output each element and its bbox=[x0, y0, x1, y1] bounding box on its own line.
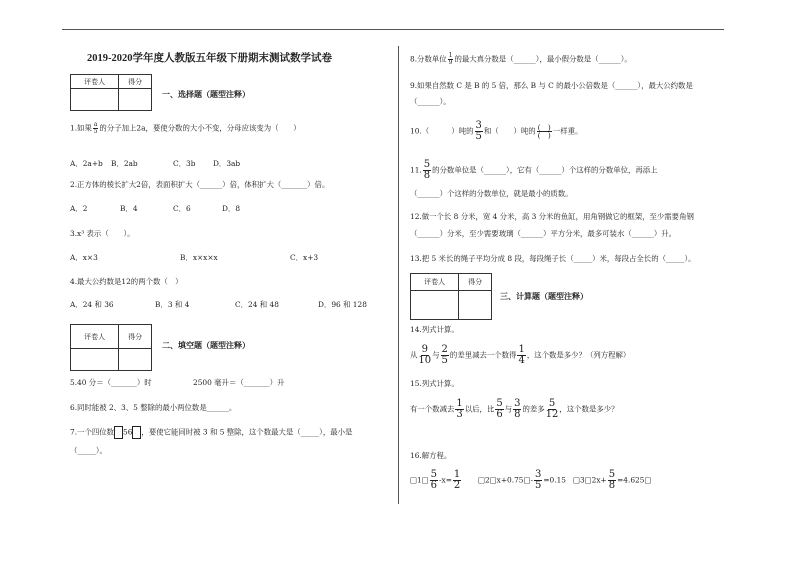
q2-option-a: A．2 bbox=[70, 204, 88, 213]
question-16-eq3: □3□2x+ $\frac{5}{8}$ =4.625□ bbox=[573, 469, 652, 491]
q4-option-b: B．3 和 4 bbox=[155, 300, 190, 309]
section-heading-1: 一、选择题（题型注释） bbox=[162, 89, 250, 99]
q1-option-b: B．2ab bbox=[111, 159, 138, 168]
fraction: $\frac{a}{5}$ bbox=[93, 121, 98, 135]
score-label: 得分 bbox=[119, 75, 152, 89]
question-15-title: 15.列式计算。 bbox=[410, 379, 459, 388]
section-heading-2: 二、填空题（题型注释） bbox=[162, 340, 250, 350]
q3-option-c: C．x+3 bbox=[290, 253, 319, 262]
fraction: $\frac{1}{4}$ bbox=[518, 344, 525, 366]
question-12-line2: （______）分米，至少需要玻璃（______）平方分米，最多可装水（______）升。 bbox=[410, 229, 677, 238]
question-14-title: 14.列式计算。 bbox=[410, 325, 459, 334]
fraction: $\frac{3}{8}$ bbox=[514, 398, 521, 420]
score-table-3: 评卷人 得分 bbox=[410, 273, 492, 320]
q4-option-c: C．24 和 48 bbox=[235, 300, 279, 309]
question-12: 12.做一个长 8 分米，宽 4 分米，高 3 分米的鱼缸，用角钢做它的框架，至少需要角钢 bbox=[410, 212, 694, 221]
q3-option-b: B．x×x×x bbox=[180, 253, 218, 262]
question-6: 6.同时能被 2、3、5 整除的最小两位数是______。 bbox=[70, 403, 237, 412]
q4-option-d: D．96 和 128 bbox=[318, 300, 367, 309]
question-9: 9.如果自然数 C 是 B 的 5 倍，那么 B 与 C 的最小公倍数是（______），最大公约数是 bbox=[410, 81, 693, 90]
q1-option-d: D．3ab bbox=[213, 159, 241, 168]
fraction: $\frac{3}{5}$ bbox=[475, 120, 482, 142]
fraction: $\frac{5}{8}$ bbox=[423, 159, 431, 181]
fraction: $\frac{1}{9}$ bbox=[448, 52, 453, 66]
question-8: 8.分数单位 $\frac{1}{9}$ 的最大真分数是（______），最小假分数是（______）。 bbox=[410, 52, 632, 66]
question-7: 7.一个四位数 56 ，要使它能同时被 3 和 5 整除，这个数最大是（_____），最小是 bbox=[70, 426, 352, 439]
question-2: 2.正方体的棱长扩大2倍，表面积扩大（______）倍，体积扩大（_______）倍。 bbox=[70, 180, 330, 189]
q2-option-d: D．8 bbox=[222, 204, 241, 213]
q3-option-a: A．x×3 bbox=[70, 253, 98, 262]
section-heading-3: 三、计算题（题型注释） bbox=[500, 291, 588, 301]
question-7-line2: （_____）。 bbox=[70, 446, 107, 455]
question-3: 3.x³ 表示（ ）。 bbox=[70, 229, 135, 238]
q4-option-a: A．24 和 36 bbox=[70, 300, 114, 309]
fraction: $\frac{5}{8}$ bbox=[608, 469, 616, 491]
q2-option-b: B．4 bbox=[120, 204, 138, 213]
score-table-1 bbox=[70, 74, 152, 111]
question-11: 11. $\frac{5}{8}$ 的分数单位是（______），它有（______）个这样的分数单位，再添上 bbox=[410, 159, 658, 181]
column-divider bbox=[398, 46, 399, 504]
fraction: $\frac{5}{12}$ bbox=[545, 398, 559, 420]
question-15: 有一个数减去 $\frac{1}{3}$ 以后，比 $\frac{5}{6}$ 与 $\frac{3}{8}$ 的差多 $\frac{5}{12}$ ，这个数是多少？ bbox=[410, 398, 619, 420]
q2-option-c: C．6 bbox=[173, 204, 191, 213]
question-1: 1.如果 $\frac{a}{5}$ 的分子加上2a，要使分数的大小不变，分母应该变为（ ） bbox=[70, 121, 301, 135]
reviewer-label: 评卷人 bbox=[71, 75, 119, 89]
fraction: $\frac{9}{10}$ bbox=[418, 344, 432, 366]
fraction: $\frac{5}{6}$ bbox=[430, 469, 438, 491]
question-11-line2: （______）个这样的分数单位，就是最小的质数。 bbox=[410, 189, 573, 198]
question-16-title: 16.解方程。 bbox=[410, 451, 452, 460]
question-16-eq1: □1□ $\frac{5}{6}$ -x= $\frac{1}{2}$ bbox=[410, 469, 461, 491]
fraction: $\frac{3}{5}$ bbox=[534, 469, 542, 491]
q1-option-a: A．2a+b bbox=[70, 159, 103, 168]
question-5b: 2500 毫升＝（_______）升 bbox=[193, 378, 285, 387]
fraction: $\frac{1}{2}$ bbox=[453, 469, 461, 491]
fraction: $\frac{1}{3}$ bbox=[456, 398, 463, 420]
fraction: $\frac{5}{6}$ bbox=[496, 398, 503, 420]
question-13: 13.把 5 米长的绳子平均分成 8 段，每段绳子长（_____）米，每段占全长的（_____）。 bbox=[410, 254, 696, 263]
q1-option-c: C．3b bbox=[173, 159, 196, 168]
question-16-eq2: □2□x+0.75□- $\frac{3}{5}$ =0.15 bbox=[478, 469, 566, 491]
question-4: 4.最大公约数是12的两个数（ ） bbox=[70, 277, 183, 286]
fraction: $\frac{( )}{( )}$ bbox=[537, 122, 551, 140]
digit-box bbox=[114, 426, 123, 439]
question-10: 10.（ ）吨的 $\frac{3}{5}$ 和（ ）吨的 $\frac{( )}{( )}$ 一样重。 bbox=[410, 120, 583, 142]
score-table-2: 评卷人 得分 bbox=[70, 324, 152, 371]
header-rule bbox=[62, 29, 724, 30]
question-14: 从 $\frac{9}{10}$ 与 $\frac{2}{5}$ 的差里减去一个数得 $\frac{1}{4}$ ，这个数是多少？（列方程解） bbox=[410, 344, 631, 366]
question-9-line2: （______）。 bbox=[410, 97, 451, 106]
fraction: $\frac{2}{5}$ bbox=[441, 344, 448, 366]
page-title: 2019-2020学年度人教版五年级下册期末测试数学试卷 bbox=[87, 53, 332, 64]
question-5a: 5.40 分＝（_______）时 bbox=[70, 378, 152, 387]
